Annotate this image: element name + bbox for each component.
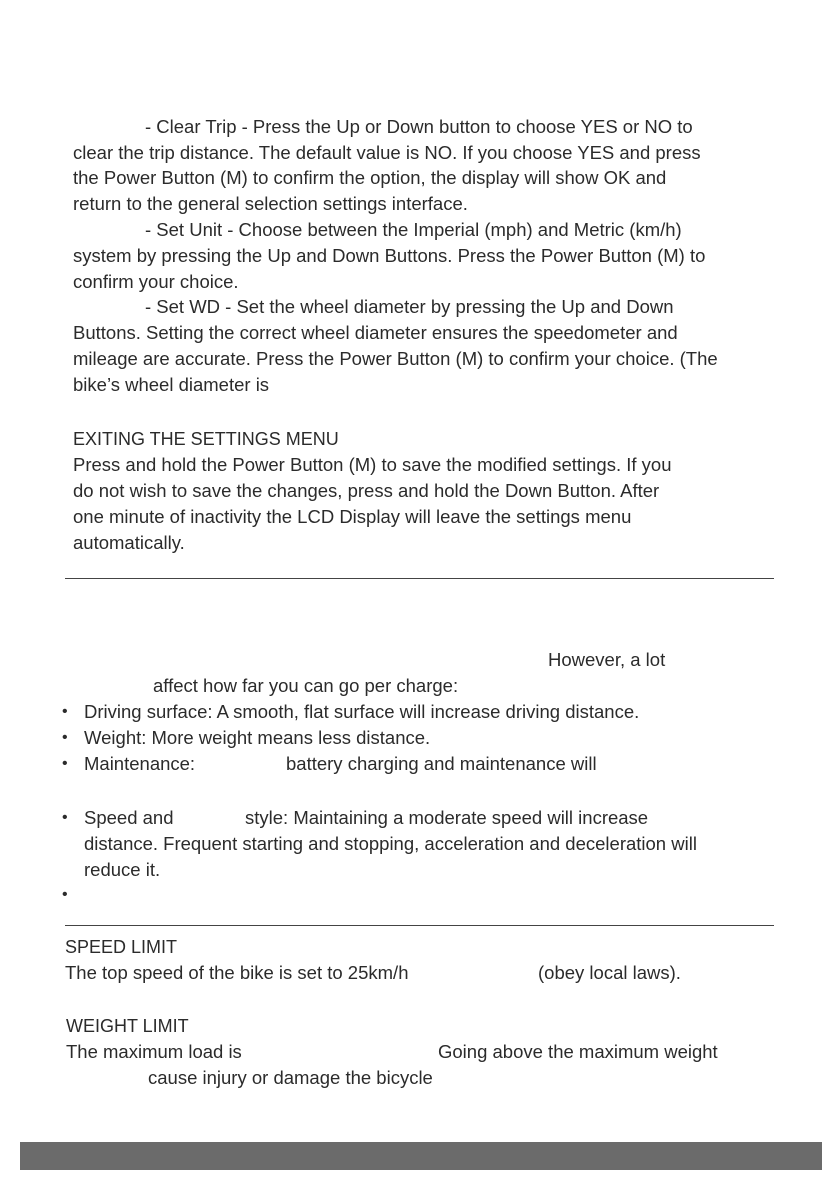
speed-limit-note: (obey local laws).: [538, 962, 681, 983]
set-wd-line-3: mileage are accurate. Press the Power Button (M) to confirm your choice. (The: [73, 348, 718, 369]
clear-trip-line-2: clear the trip distance. The default value is NO. If you choose YES and press: [73, 142, 701, 163]
bullet-maintenance-label: Maintenance:: [84, 753, 196, 774]
set-wd-line-1: - Set WD - Set the wheel diameter by pressing the Up and Down: [145, 296, 674, 317]
bullet-driving-surface: Driving surface: A smooth, flat surface will increase driving distance.: [84, 701, 640, 722]
divider-2: [65, 925, 774, 926]
speed-limit-text: The top speed of the bike is set to 25km/h: [65, 962, 409, 983]
clear-trip-line-3: the Power Button (M) to confirm the option, the display will show OK and: [73, 167, 667, 188]
set-unit-line-1: - Set Unit - Choose between the Imperial (mph) and Metric (km/h): [145, 219, 682, 240]
bullet-speed-label: Speed and: [84, 807, 174, 828]
footer-bar: [20, 1142, 822, 1170]
clear-trip-line-1: - Clear Trip - Press the Up or Down button to choose YES or NO to: [145, 116, 693, 137]
weight-limit-text: The maximum load is: [66, 1041, 242, 1062]
set-unit-line-3: confirm your choice.: [73, 271, 239, 292]
set-unit-line-2: system by pressing the Up and Down Buttons. Press the Power Button (M) to: [73, 245, 706, 266]
set-wd-line-4: bike’s wheel diameter is: [73, 374, 270, 395]
bullet-icon: •: [62, 755, 68, 772]
weight-limit-warning-line-2: cause injury or damage the bicycle: [148, 1067, 433, 1088]
weight-limit-warning: Going above the maximum weight: [438, 1041, 718, 1062]
bullet-speed-line-2: distance. Frequent starting and stopping, acceleration and deceleration will: [84, 833, 697, 854]
exiting-heading: EXITING THE SETTINGS MENU: [73, 429, 339, 449]
range-fragment-2: affect how far you can go per charge:: [153, 675, 459, 696]
weight-limit-heading: WEIGHT LIMIT: [66, 1016, 189, 1036]
bullet-speed-line-3: reduce it.: [84, 859, 161, 880]
bullet-weight: Weight: More weight means less distance.: [84, 727, 431, 748]
speed-limit-heading: SPEED LIMIT: [65, 937, 178, 957]
exiting-line-4: automatically.: [73, 532, 185, 553]
divider-1: [65, 578, 774, 579]
exiting-line-3: one minute of inactivity the LCD Display will leave the settings menu: [73, 506, 632, 527]
clear-trip-line-4: return to the general selection settings interface.: [73, 193, 468, 214]
range-fragment-1: However, a lot: [548, 649, 666, 670]
bullet-icon: •: [62, 729, 68, 746]
bullet-icon: •: [62, 886, 68, 903]
set-wd-line-2: Buttons. Setting the correct wheel diameter ensures the speedometer and: [73, 322, 678, 343]
exiting-line-2: do not wish to save the changes, press and hold the Down Button. After: [73, 480, 660, 501]
exiting-line-1: Press and hold the Power Button (M) to save the modified settings. If you: [73, 454, 672, 475]
bullet-icon: •: [62, 809, 68, 826]
bullet-icon: •: [62, 703, 68, 720]
bullet-speed-text: style: Maintaining a moderate speed will increase: [245, 807, 649, 828]
bullet-maintenance-text: battery charging and maintenance will: [286, 753, 597, 774]
